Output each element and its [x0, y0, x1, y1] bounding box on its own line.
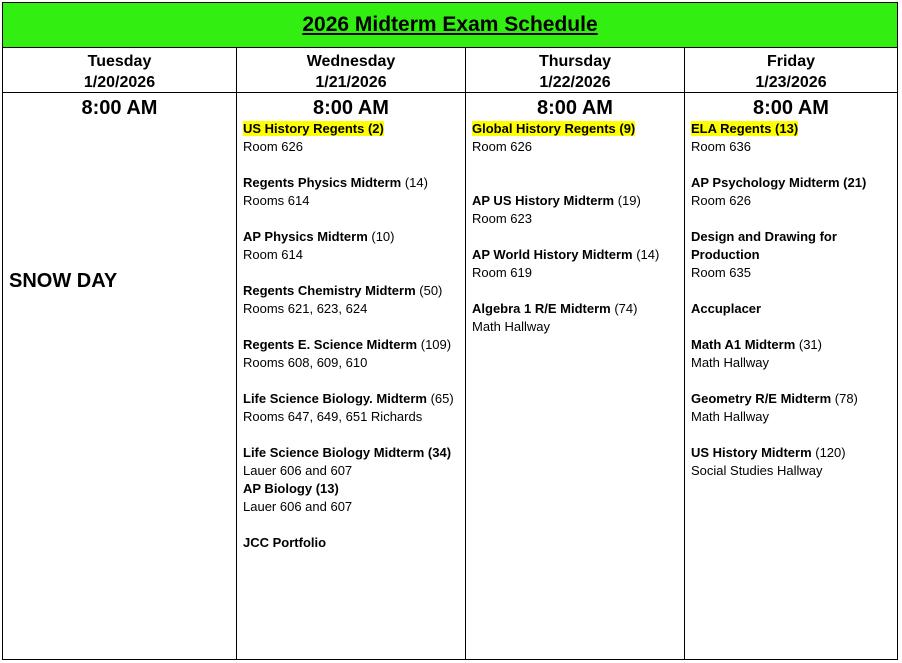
column-header: [3, 48, 236, 93]
exam-list: [685, 120, 897, 480]
column-header: [237, 48, 465, 93]
exam-name: Life Science Biology. Midterm: [243, 391, 427, 406]
column-header: [685, 48, 897, 93]
exam-entry: [472, 120, 684, 156]
exam-location: Math Hallway: [691, 355, 770, 370]
exam-name: Regents E. Science Midterm: [243, 337, 418, 352]
exam-count: (50): [415, 283, 443, 298]
exam-entry: [472, 246, 684, 282]
exam-count: (74): [610, 301, 638, 316]
column-thursday: [465, 48, 684, 659]
day-name: Thursday: [538, 53, 611, 70]
column-tuesday: [3, 48, 236, 659]
exam-location: Room 626: [691, 193, 751, 208]
time-slot: 8:00 AM: [753, 97, 829, 119]
day-name: Tuesday: [87, 53, 152, 70]
exam-location: Math Hallway: [472, 319, 551, 334]
exam-name: Life Science Biology Midterm (34): [243, 445, 452, 460]
exam-count: (120): [811, 445, 846, 460]
day-date: 1/22/2026: [539, 74, 611, 91]
exam-entry: [243, 228, 465, 264]
exam-count: (31): [795, 337, 822, 352]
exam-name: AP Biology (13): [243, 481, 339, 496]
exam-name: Regents Physics Midterm: [243, 175, 402, 190]
exam-name: US History Midterm: [691, 445, 812, 460]
exam-name: US History Regents (2): [243, 121, 384, 136]
exam-name: AP World History Midterm: [472, 247, 633, 262]
exam-entry: [691, 120, 897, 156]
exam-location: Social Studies Hallway: [691, 463, 823, 478]
exam-location: Lauer 606 and 607: [243, 499, 353, 514]
day-name: Friday: [766, 53, 815, 70]
exam-name: ELA Regents (13): [691, 121, 799, 136]
exam-count: (10): [367, 229, 395, 244]
exam-name: AP US History Midterm: [472, 193, 615, 208]
day-date: 1/21/2026: [315, 74, 387, 91]
exam-location: Room 614: [243, 247, 303, 262]
exam-location: Room 626: [472, 139, 532, 154]
column-friday: [684, 48, 897, 659]
exam-entry: [691, 174, 897, 210]
exam-name: AP Physics Midterm: [243, 229, 368, 244]
time-slot: 8:00 AM: [537, 97, 613, 119]
exam-count: (14): [632, 247, 660, 262]
exam-entry: [472, 192, 684, 228]
exam-count: (19): [614, 193, 641, 208]
exam-name: Geometry R/E Midterm: [691, 391, 832, 406]
exam-name: Regents Chemistry Midterm: [243, 283, 416, 298]
exam-location: Rooms 608, 609, 610: [243, 355, 368, 370]
day-date: 1/23/2026: [755, 74, 827, 91]
exam-entry: [243, 174, 465, 210]
exam-entry: [243, 120, 465, 156]
exam-name: Accuplacer: [691, 301, 762, 316]
exam-location: Rooms 647, 649, 651 Richards: [243, 409, 423, 424]
exam-location: Room 626: [243, 139, 303, 154]
schedule-table: [2, 2, 898, 660]
exam-list: [466, 120, 684, 336]
exam-entry: [243, 480, 465, 516]
exam-name: Design and Drawing for Production: [691, 229, 837, 262]
exam-name: Global History Regents (9): [472, 121, 636, 136]
exam-entry: [691, 444, 897, 480]
exam-list: [237, 120, 465, 552]
exam-entry: [691, 228, 897, 282]
exam-entry: [243, 282, 465, 318]
exam-entry: [691, 336, 897, 372]
exam-count: (109): [417, 337, 452, 352]
exam-location: Room 635: [691, 265, 751, 280]
exam-entry: [243, 444, 465, 480]
exam-location: Lauer 606 and 607: [243, 463, 353, 478]
exam-location: Room 636: [691, 139, 751, 154]
exam-entry: [691, 390, 897, 426]
time-slot: 8:00 AM: [81, 97, 158, 119]
time-slot: 8:00 AM: [313, 97, 389, 119]
snow-day-note: SNOW DAY: [9, 270, 118, 292]
exam-entry: [243, 390, 465, 426]
day-date: 1/20/2026: [83, 74, 156, 91]
exam-count: (65): [426, 391, 454, 406]
exam-location: Rooms 621, 623, 624: [243, 301, 368, 316]
exam-count: (14): [401, 175, 428, 190]
title-bar: [3, 3, 897, 48]
column-wednesday: [236, 48, 465, 659]
exam-entry: [691, 300, 897, 318]
page-title: 2026 Midterm Exam Schedule: [302, 13, 598, 36]
exam-location: Room 619: [472, 265, 532, 280]
column-header: [466, 48, 684, 93]
exam-entry: [472, 300, 684, 336]
exam-name: JCC Portfolio: [243, 535, 327, 550]
exam-entry: [243, 534, 465, 552]
exam-count: (78): [831, 391, 858, 406]
exam-location: Math Hallway: [691, 409, 770, 424]
exam-location: Rooms 614: [243, 193, 310, 208]
exam-location: Room 623: [472, 211, 532, 226]
day-name: Wednesday: [306, 53, 396, 70]
exam-name: Math A1 Midterm: [691, 337, 796, 352]
exam-entry: [243, 336, 465, 372]
exam-name: Algebra 1 R/E Midterm: [472, 301, 611, 316]
exam-name: AP Psychology Midterm (21): [691, 175, 867, 190]
